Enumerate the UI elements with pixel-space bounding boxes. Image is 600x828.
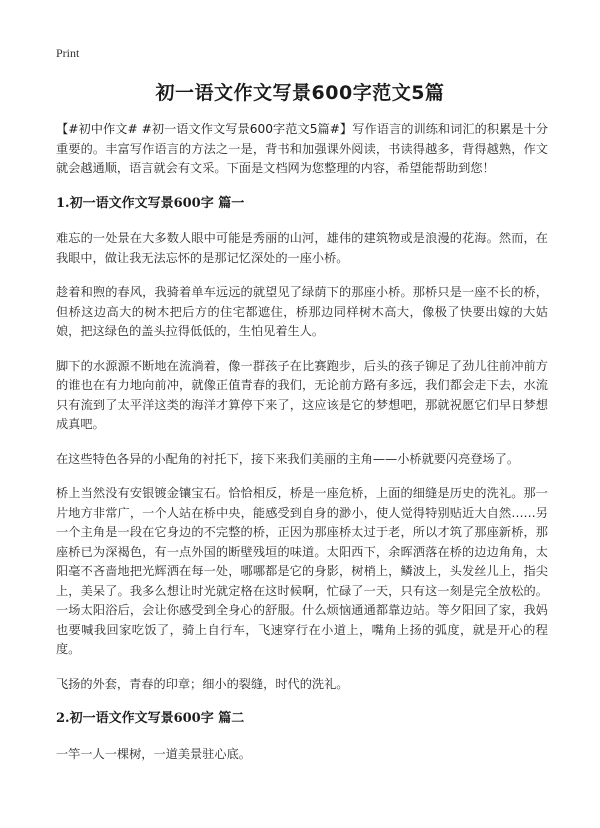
section-paragraph: 难忘的一处景在大多数人眼中可能是秀丽的山河，雄伟的建筑物或是浪漫的花海。然而，在我眼中，做让我无法忘怀的是那记忆深处的一座小桥。 — [56, 231, 548, 265]
page-title: 初一语文作文写景600字范文5篇 — [155, 82, 445, 104]
intro-tags: 【#初中作文# #初一语文作文写景600字范文5篇#】 — [56, 122, 353, 136]
section-heading: 2.初一语文作文写景600字 篇二 — [56, 711, 245, 726]
section-paragraph: 在这些特色各异的小配角的衬托下，接下来我们美丽的主角——小桥就要闪亮登场了。 — [56, 451, 520, 466]
intro-text: 写作语言的训练和词汇的积累是十分重要的。丰富写作语言的方法之一是，背书和加强课外阅读，书读得越多，背得越熟，作文就会越通顺，语言就会有文采。下面是文档网为您整理的内容，希望能帮助到您！ — [56, 122, 549, 175]
section-paragraph: 脚下的水源源不断地在流淌着，像一群孩子在比赛跑步，后头的孩子铆足了劲儿往前冲前方的谁也在有力地向前冲，就像正值青春的我们，无论前方路有多远，我们都会走下去，水流只有流到了太平洋这类的海洋才算停下来了，这应该是它的梦想吧，那就祝愿它们早日梦想成真吧。 — [56, 358, 548, 431]
article-body — [56, 120, 548, 779]
section-paragraph: 趁着和煦的春风，我骑着单车远远的就望见了绿荫下的那座小桥。那桥只是一座不长的桥，但桥这边高大的树木把后方的住宅都遮住，桥那边同样树木高大，像极了快要出嫁的大姑娘，把这绿色的盖头拉得低低的，生怕见着生人。 — [56, 285, 548, 338]
intro-paragraph — [56, 120, 548, 179]
section-paragraph: 桥上当然没有安银镀金镶宝石。恰恰相反，桥是一座危桥，上面的细缝是历史的洗礼。那一片地方非常广，一个人站在桥中央，能感受到自身的渺小，使人觉得特别贴近大自然……另一个主角是一段在它身边的不完整的桥，正因为那座桥太过于老，所以才筑了那座新桥，那座桥已为深褐色，有一点外国的断壁残垣的味道。太阳西下，余晖洒落在桥的边边角角，太阳毫不吝啬地把光辉洒在每一处，哪哪都是它的身影，树梢上，鳞波上，头发丝儿上，指尖上，美呆了。我多么想让时光就定格在这时候啊，忙碌了一天，只有这一刻是完全放松的。一场太阳浴后，会让你感受到全身心的舒服。什么烦恼通通都靠边站。等夕阳回了家，我妈也要喊我回家吃饭了，骑上自行车，飞速穿行在小道上，嘴角上扬的弧度，就是开心的程度。 — [56, 486, 548, 656]
section-heading: 1.初一语文作文写景600字 篇一 — [56, 195, 245, 211]
print-label: Print — [56, 46, 80, 60]
section-paragraph: 飞扬的外套，青春的印章；细小的裂缝，时代的洗礼。 — [56, 676, 349, 691]
section-paragraph: 一竿一人一棵树，一道美景驻心底。 — [56, 746, 251, 761]
